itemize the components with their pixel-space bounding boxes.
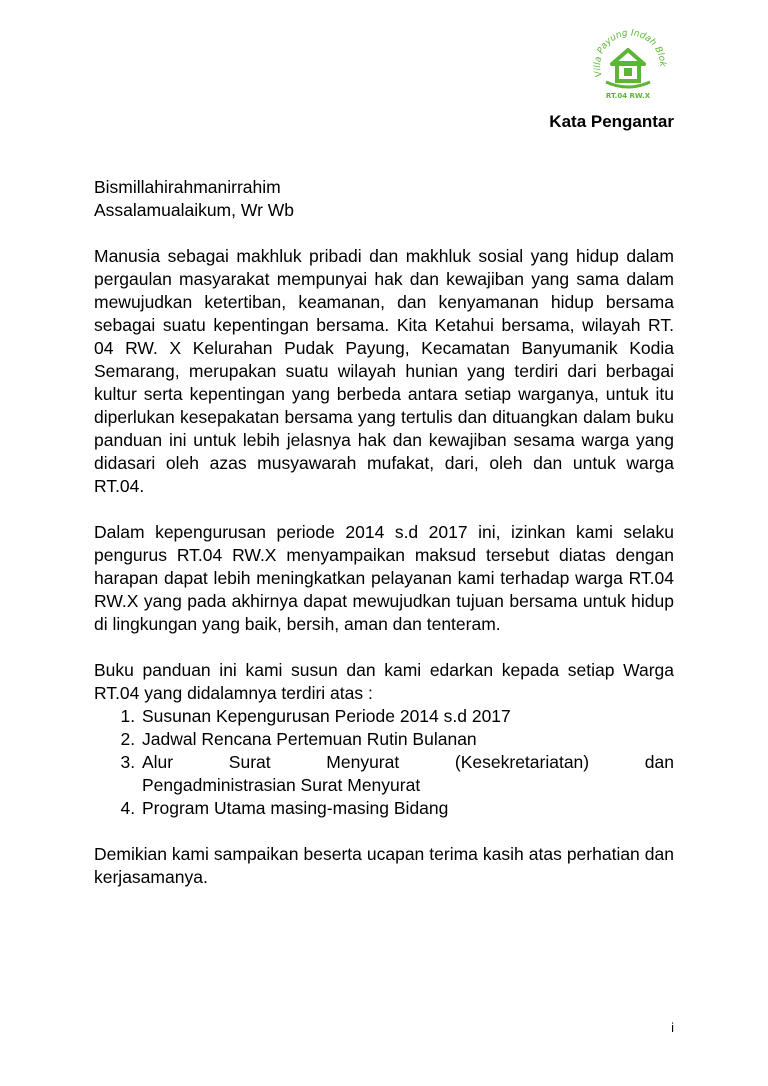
list-item-line-1: 3. Alur Surat Menyurat (Kesekretariatan) dan [142,752,674,772]
list-item: 4. Program Utama masing-masing Bidang [140,797,674,820]
logo-bottom-text: RT.04 RW.X [605,92,651,100]
document-body [94,176,674,912]
list-item: 2. Jadwal Rencana Pertemuan Rutin Bulanan [140,728,674,751]
list-item: 1. Susunan Kepengurusan Periode 2014 s.d 2017 [140,705,674,728]
community-logo [582,20,674,102]
paragraph-3-text: Buku panduan ini kami susun dan kami edarkan kepada setiap Warga RT.04 yang didalamnya terdiri atas : [94,660,674,703]
list-item-line-2: Pengadministrasian Surat Menyurat [142,775,421,795]
greeting-line-1: Bismillahirahmanirrahim [94,177,281,197]
logo-arc-text: Villa Payung Indah Blok [593,28,668,78]
paragraph-2: Dalam kepengurusan periode 2014 s.d 2017 ini, izinkan kami selaku pengurus RT.04 RW.X menyampaikan maksud tersebut diatas dengan harapan dapat lebih meningkatkan pelayanan kami terhadap warga RT.04 RW.X yang pada akhirnya dapat mewujudkan tujuan bersama untuk hidup di lingkungan yang baik, bersih, aman dan tenteram. [94,522,674,634]
contents-list [94,705,674,820]
house-logo-icon [582,20,674,102]
list-item [140,751,674,797]
page-number: i [671,1020,674,1035]
greeting-line-2: Assalamualaikum, Wr Wb [94,200,295,220]
paragraph-3 [94,659,674,705]
page-title: Kata Pengantar [549,112,674,131]
greeting [94,176,674,222]
paragraph-1: Manusia sebagai makhluk pribadi dan makhluk sosial yang hidup dalam pergaulan masyarakat mempunyai hak dan kewajiban yang sama dalam mewujudkan ketertiban, keamanan, dan kenyamanan hidup bersama sebagai suatu kepentingan bersama. Kita Ketahui bersama, wilayah RT. 04 RW. X Kelurahan Pudak Payung, Kecamatan Banyumanik Kodia Semarang, merupakan suatu wilayah hunian yang terdiri dari berbagai kultur serta kepentingan yang berbeda antara setiap warganya, untuk itu diperlukan kesepakatan bersama yang tertulis dan dituangkan dalam buku panduan ini untuk lebih jelasnya hak dan kewajiban sesama warga yang didasari oleh azas musyawarah mufakat, dari, oleh dan untuk warga RT.04. [94,246,674,496]
closing-paragraph: Demikian kami sampaikan beserta ucapan terima kasih atas perhatian dan kerjasamanya. [94,844,674,887]
